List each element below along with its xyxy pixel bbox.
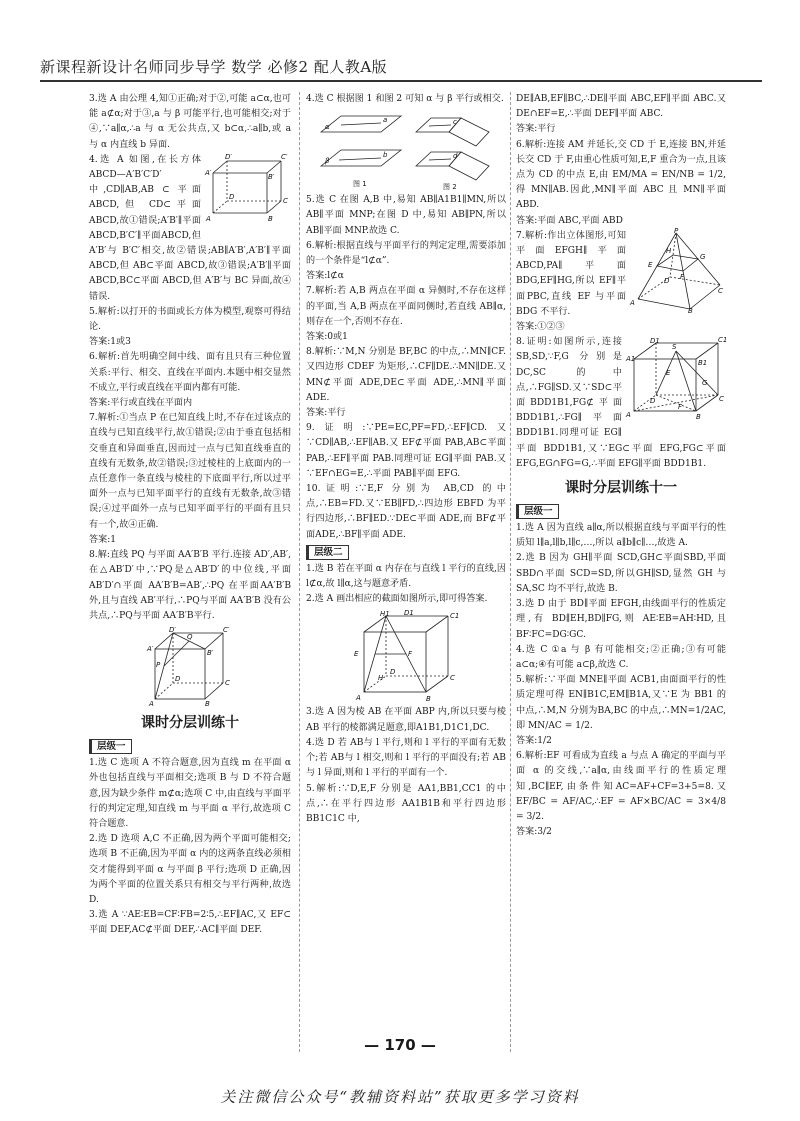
answer-item: 7.解析:作出立体图形,可知平面EFGH∥平面ABCD,PA∥平面BDG,EF∥HG,所以 EF∥平面PBC,直线 EF 与平面 BDG 不平行. xyxy=(516,230,626,317)
answer-value: 答案:平行或直线在平面内 xyxy=(89,398,193,409)
answer-item: 3.选 A 因为棱 AB 在平面 ABP 内,所以只要与棱 AB 平行的棱都满足题意,即A1B1,D1C1,DC. xyxy=(306,707,506,733)
answer-item: 4.选 A 如图,在长方体 ABCD—A′B′C′D′中,CD∥AB,AB ⊂ 平面ABCD,但 CD⊂平面 ABCD,故①错误;A′B′∥平面ABCD,B′C′∥平面ABCD,但 A′B′与 B′C′相交,故②错误;AB∥A′B′,A′B′∥平面 ABCD,但 AB⊂平面 ABCD,故③错误;A′B′∥平面 ABCD,BC⊂平面 ABCD,但 A′B′与 BC 异面,故④错误. xyxy=(89,154,291,302)
vertex-label: A1 xyxy=(626,355,636,364)
vertex-label: A xyxy=(626,411,631,420)
answer-item: 5.解析:∵平面 MNE∥平面 ACB1,由面面平行的性质定理可得 EN∥B1C,EM∥B1A,又∵E 为 BB1 的中点,∴M,N 分别为BA,BC 的中点,∴MN=1/2AC,即 MN/AC = 1/2. xyxy=(516,675,726,731)
page-header: 新课程新设计名师同步导学 数学 必修2 配人教A版 xyxy=(40,58,388,76)
plane-label: α xyxy=(325,123,330,132)
answer-item: 6.解析:首先明确空间中线、面有且只有三种位置关系:平行、相交、直线在平面内.本题中相交显然不成立,平行或直线在平面内都有可能. xyxy=(89,352,291,393)
page-number: — 170 — xyxy=(364,1036,436,1054)
column-divider xyxy=(510,92,511,1052)
cuboid-diagram xyxy=(205,153,291,223)
planes-diagram xyxy=(311,110,501,190)
answer-value: 答案:0或1 xyxy=(306,332,348,343)
vertex-label: D′ xyxy=(169,626,176,635)
vertex-label: C xyxy=(450,674,455,683)
cube-sdg-figure xyxy=(626,335,726,425)
line-label: d xyxy=(453,152,458,161)
vertex-label: H1 xyxy=(380,610,390,619)
vertex-label: B′ xyxy=(207,649,214,658)
vertex-label: C1 xyxy=(450,612,460,621)
vertex-label: C xyxy=(225,679,230,688)
vertex-label: E xyxy=(666,369,671,378)
line-label: a xyxy=(383,116,388,125)
vertex-label: B xyxy=(696,413,701,422)
vertex-label: C xyxy=(719,395,724,404)
planes-figure xyxy=(311,110,501,190)
answer-item: 4.选 C 根据图 1 和图 2 可知 α 与 β 平行或相交. xyxy=(306,94,504,104)
vertex-label: A xyxy=(206,214,211,223)
vertex-label: E xyxy=(354,650,359,659)
answer-value: 答案:①②③ xyxy=(516,322,565,333)
vertex-label: C xyxy=(283,196,288,205)
vertex-label: F xyxy=(678,403,683,412)
vertex-label: A′ xyxy=(147,645,154,654)
answer-item: 6.解析:连接 AM 并延长,交 CD 于 E,连接 BN,并延长交 CD 于 F,由重心性质可知,E,F 重合为一点,且该点为 CD 的中点 E,由 EM/MA = EN/NB = 1/2,得 MN∥AB.因此,MN∥平面 ABC 且 MN∥平面 ABD. xyxy=(516,139,726,211)
answer-item: 4.选 C ①a 与 β 有可能相交;②正确;③有可能 a⊂α;④有可能 a⊂β,故选 C. xyxy=(516,644,726,670)
vertex-label: C1 xyxy=(718,336,728,345)
vertex-label: D xyxy=(229,192,235,201)
section-title: 课时分层训练十 xyxy=(141,715,239,732)
vertex-label: D1 xyxy=(404,609,414,618)
vertex-label: P xyxy=(674,226,679,235)
answer-value: 答案:1/2 xyxy=(516,735,552,746)
vertex-label: S xyxy=(672,343,677,352)
vertex-label: G xyxy=(700,252,706,261)
cuboid-figure xyxy=(205,153,291,229)
answer-item: 7.解析:①当点 P 在已知直线上时,不存在过该点的直线与已知直线平行,故①错误;②由于垂直包括相交垂直和异面垂直,因而过一点与已知直线垂直的直线有无数条,故②错误;③过棱柱的上底面内的一点任意作一条直线与棱柱的下底面平行,所以过平面外一点与已知平面平行的直线有无数条,故③错误;④过平面外一点与已知平面平行的平面有且只有一个,故④正确. xyxy=(89,413,291,530)
level-tag: 层级一 xyxy=(89,739,132,754)
cube-figure xyxy=(145,627,235,707)
vertex-label: A′ xyxy=(205,168,212,177)
answer-item: 8.解:直线 PQ 与平面 AA′B′B 平行.连接 AD′,AB′,在△AB′D′中,∵PQ是△AB′D′的中位线,平面 AB′D′∩平面 AA′B′B=AB′,∴PQ 在平面AA′B′B 外,且与直线 AB′平行,∴PQ与平面 AA′B′B 没有公共点,∴PQ与平面 AA′B′B平行. xyxy=(89,550,291,621)
vertex-label: C′ xyxy=(223,626,230,635)
line-label: c xyxy=(453,118,457,127)
answer-item: 1.选 A 因为直线 a∥α,所以根据直线与平面平行的性质知 l∥a,l∥b,l∥c,…,所以 a∥b∥c∥…,故选 A. xyxy=(516,523,726,549)
vertex-label: C′ xyxy=(281,152,288,161)
answer-item: 1.选 C 选项 A 不符合题意,因为直线 m 在平面 α 外也包括直线与平面相交;选项 B 与 D 不符合题意,因为缺少条件 m⊄α;选项 C 中,由直线与平面平行的判定定理,知直线 m 与平面 α 平行,故选项 C 符合题意. xyxy=(89,758,291,829)
pyramid-figure xyxy=(630,226,726,319)
answer-item: 3.选 A ∵AE∶EB=CF∶FB=2∶5,∴EF∥AC,又 EF⊂平面 DEF,AC⊄平面 DEF,∴AC∥平面 DEF. xyxy=(89,910,291,936)
pyramid-diagram xyxy=(630,226,726,315)
vertex-label: B xyxy=(268,214,273,223)
vertex-label: D′ xyxy=(225,152,232,161)
answer-item: 8.证明:如图所示,连接 SB,SD,∵F,G 分别是 DC,SC 的中点,∴FG∥SD.又∵SD⊂平面BDD1B1,FG⊄平面 BDD1B1,∴FG∥平面BDD1B1.同理可证 EG∥平面 BDD1B1,又∵EG⊂平面 EFG,FG⊂平面 EFG,EG∩FG=G,∴平面 EFG∥平面 BDD1B1. xyxy=(516,337,726,469)
vertex-label: B′ xyxy=(268,172,275,181)
answer-item: DE∥AB,EF∥BC,∴DE∥平面 ABC,EF∥平面 ABC.又 DE∩EF=E,∴平面 DEF∥平面 ABC. xyxy=(516,94,726,120)
answer-item: 9.证明:∵PE=EC,PF=FD,∴EF∥CD.又∵CD∥AB,∴EF∥AB.又 EF⊄平面 PAB,AB⊂平面 PAB,∴EF∥平面 PAB.同理可证 EG∥平面 PAB.又∵EF∩EG=E,∴平面 PAB∥平面 EFG. xyxy=(306,423,506,479)
vertex-label: A xyxy=(149,700,154,709)
answer-value: 答案:平行 xyxy=(516,124,556,135)
section-title: 课时分层训练十一 xyxy=(565,480,677,497)
answer-item: 4.选 D 若 AB与 l 平行,则和 l 平行的平面有无数个;若 AB与 l 相交,则和 l 平行的平面没有;若 AB与 l 异面,则和 l 平行的平面有一个. xyxy=(306,737,506,779)
answer-item: 6.解析:根据直线与平面平行的判定定理,需要添加的一个条件是“l⊄α”. xyxy=(306,240,506,267)
prism-figure xyxy=(346,610,466,702)
vertex-label: D xyxy=(390,668,396,677)
answer-item: 7.解析:若 A,B 两点在平面 α 异侧时,不存在这样的平面,当 A,B 两点在平面同侧时,若直线 AB∥α,则存在一个,否则不存在. xyxy=(306,286,506,327)
vertex-label: B xyxy=(426,695,431,704)
vertex-label: A xyxy=(356,694,361,703)
answer-item: 2.选 D 选项 A,C 不正确,因为两个平面可能相交;选项 B 不正确,因为平面 α 内的这两条直线必须相交才能得到平面 α 与平面 β 平行;选项 D 正确,因为两个平面的位置关系只有相交与平行两种,故选 D. xyxy=(89,834,291,905)
answer-item: 2.选 B 因为 GH∥平面 SCD,GH⊂平面SBD,平面 SBD∩平面 SCD=SD,所以GH∥SD,显然 GH 与 SA,SC 均不平行,故选 B. xyxy=(516,553,726,594)
vertex-label: B xyxy=(688,306,693,315)
column-divider xyxy=(299,92,300,1052)
vertex-label: F xyxy=(680,272,685,281)
answer-item: 8.解析:∵M,N 分别是 BF,BC 的中点,∴MN∥CF.又四边形 CDEF 为矩形,∴CF∥DE.∴MN∥DE.又 MN⊄平面 ADE,DE⊂平面 ADE,∴MN∥平面 ADE. xyxy=(306,347,506,403)
answer-item: 3.选 D 由于 BD∥平面 EFGH,由线面平行的性质定理,有 BD∥EH,BD∥FG,则 AE∶EB=AH∶HD,且 BF∶FC=DG∶GC. xyxy=(516,599,726,640)
cube-sdg-diagram xyxy=(626,335,728,422)
vertex-label: B xyxy=(205,700,210,709)
line-label: b xyxy=(383,151,388,160)
column-left xyxy=(89,92,291,1062)
level-tag: 层级二 xyxy=(306,545,349,560)
answer-item: 1.选 B 若在平面 α 内存在与直线 l 平行的直线,因 l⊄α,故 l∥α,这与题意矛盾. xyxy=(306,563,506,590)
answer-value: 答案:平行 xyxy=(306,408,346,419)
vertex-label: F xyxy=(408,650,413,659)
vertex-label: C xyxy=(718,286,723,295)
vertex-label: H xyxy=(378,674,384,683)
answer-item: 5.解析:以打开的书面或长方体为模型,观察可得结论. xyxy=(89,306,291,333)
answer-value: 答案:3/2 xyxy=(516,827,552,838)
vertex-label: B1 xyxy=(698,359,708,368)
vertex-label: H xyxy=(666,246,672,255)
answer-item: 2.选 A 画出相应的截面如图所示,即可得答案. xyxy=(306,594,488,605)
answer-value: 答案:1 xyxy=(89,534,117,545)
answer-item: 5.选 C 在图 A,B 中,易知 AB∥A1B1∥MN,所以 AB∥平面 MNP;在图 D 中,易知 AB∥PN,所以 AB∥平面 MNP.故选 C. xyxy=(306,195,506,236)
answer-value: 答案:l⊄α xyxy=(306,271,344,282)
vertex-label: A xyxy=(630,298,635,307)
answer-item: 3.选 A 由公理 4,知①正确;对于②,可能 a⊂α,也可能 a⊄α;对于③,a 与 β 可能平行,也可能相交;对于④,∵a∥α,∴a 与 α 无公共点,又 b⊂α,∴a∥b,或 a 与 α 内直线 b 异面. xyxy=(89,94,291,150)
header-rule xyxy=(40,80,762,82)
answer-value: 答案:平面 ABC,平面 ABD xyxy=(516,215,623,226)
vertex-label: D xyxy=(650,397,656,406)
vertex-label: D1 xyxy=(650,337,660,346)
level-tag: 层级一 xyxy=(516,504,559,519)
prism-diagram xyxy=(346,610,466,702)
vertex-label: P xyxy=(156,661,161,670)
column-right xyxy=(516,92,726,1062)
answer-value: 答案:1或3 xyxy=(89,337,131,348)
column-middle xyxy=(306,92,506,1062)
footer-note: 关注微信公众号“教辅资料站”获取更多学习资料 xyxy=(220,1088,580,1106)
plane-label: β xyxy=(325,157,330,166)
figure-caption: 图 1 xyxy=(353,180,367,189)
answer-item: 10.证明:∵E,F 分别为 AB,CD 的中点,∴EB=FD.又∵EB∥FD,∴四边形 EBFD 为平行四边形,∴BF∥ED.∵DE⊂平面 ADE,而 BF⊄平面ADE,∴BF∥平面 ADE. xyxy=(306,484,506,540)
vertex-label: E xyxy=(648,260,653,269)
vertex-label: D xyxy=(664,276,670,285)
figure-caption: 图 2 xyxy=(443,183,457,192)
answer-item: 5.解析:∵D,E,F 分别是 AA1,BB1,CC1 的中点,∴在平行四边形 AA1B1B和平行四边形 BB1C1C 中, xyxy=(306,783,506,824)
vertex-label: D xyxy=(175,675,181,684)
vertex-label: Q xyxy=(187,633,193,642)
vertex-label: G xyxy=(702,379,708,388)
cube-diagram xyxy=(145,627,235,707)
answer-item: 6.解析:EF 可看成为直线 a 与点 A 确定的平面与平面 α 的交线,∵a∥α,由线面平行的性质定理知,BC∥EF,由条件知AC=AF+CF=3+5=8.又 EF/BC = AF/AC,∴EF = AF×BC/AC = 3×4/8 = 3/2. xyxy=(516,751,726,822)
